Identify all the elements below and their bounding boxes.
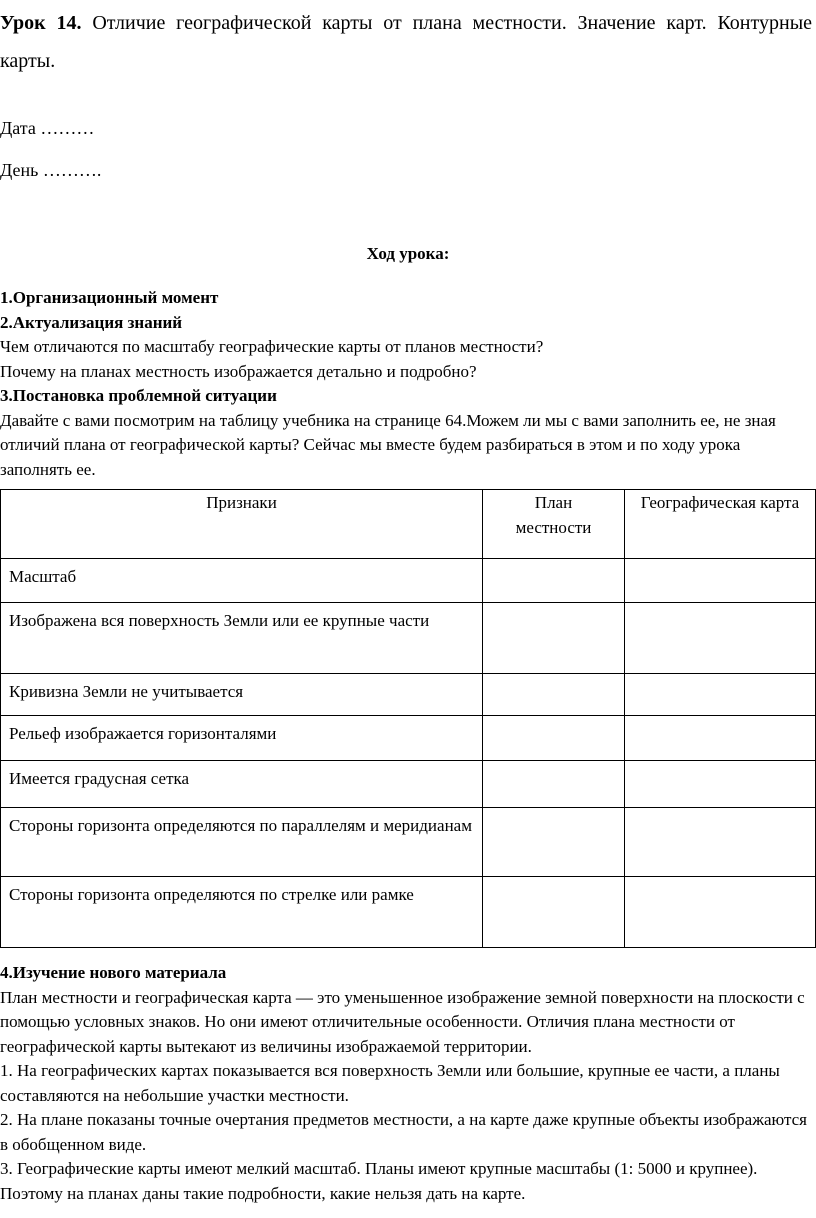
- table-row: [1, 808, 816, 877]
- cell-map: [625, 808, 816, 877]
- date-line: Дата ………: [0, 118, 95, 138]
- cell-map: [625, 716, 816, 761]
- cell-plan: [483, 808, 625, 877]
- cell-map: [625, 603, 816, 674]
- course-heading: Ход урока:: [366, 244, 450, 263]
- lesson-number: Урок 14.: [0, 12, 82, 34]
- lesson-title: [0, 4, 812, 80]
- table-row: [1, 603, 816, 674]
- cell-plan: [483, 877, 625, 948]
- header-features: Признаки: [1, 490, 483, 559]
- table-row: [1, 761, 816, 808]
- section-4-paragraph-1: План местности и географическая карта — это уменьшенное изображение земной поверхности на плоскости с помощью условных знаков. Но они имеют отличительные особенности. Отличия плана местности от географической карты вытекают из величины изображаемой территории.: [0, 987, 805, 1056]
- table-row: [1, 716, 816, 761]
- section-4-paragraph-2: 1. На географических картах показывается вся поверхность Земли или большие, крупные ее части, а планы составляются на небольшие участки местности.: [0, 1061, 780, 1105]
- row-label-relief: Рельеф изображается горизонталями: [1, 716, 483, 761]
- cell-plan: [483, 559, 625, 603]
- section-2-question-2: Почему на планах местность изображается детально и подробно?: [0, 361, 477, 381]
- row-label-parallels: Стороны горизонта определяются по параллелям и меридианам: [1, 808, 483, 877]
- section-3-text: Давайте с вами посмотрим на таблицу учебника на странице 64.Можем ли мы с вами заполнить ее, не зная отличий плана от географической карты? Сейчас мы вместе будем разбираться в этом и по ходу урока заполнять ее.: [0, 410, 776, 479]
- cell-plan: [483, 674, 625, 716]
- section-2-heading: 2.Актуализация знаний: [0, 312, 183, 332]
- cell-plan: [483, 761, 625, 808]
- cell-map: [625, 674, 816, 716]
- header-plan: План местности: [483, 490, 625, 559]
- row-label-scale: Масштаб: [1, 559, 483, 603]
- cell-map: [625, 559, 816, 603]
- lesson-plan-bottom: [0, 961, 812, 1206]
- header-map: Географическая карта: [625, 490, 816, 559]
- table-row: [1, 877, 816, 948]
- day-line: День ……….: [0, 160, 102, 180]
- table-header-row: [1, 490, 816, 559]
- row-label-whole-surface: Изображена вся поверхность Земли или ее крупные части: [1, 603, 483, 674]
- section-4-paragraph-3: 2. На плане показаны точные очертания предметов местности, а на карте даже крупные объекты изображаются в обобщенном виде.: [0, 1110, 807, 1154]
- row-label-grid: Имеется градусная сетка: [1, 761, 483, 808]
- row-label-curvature: Кривизна Земли не учитывается: [1, 674, 483, 716]
- table-row: [1, 559, 816, 603]
- section-1-heading: 1.Организационный момент: [0, 288, 219, 307]
- comparison-table: [0, 489, 816, 948]
- cell-plan: [483, 716, 625, 761]
- section-4-heading: 4.Изучение нового материала: [0, 963, 227, 982]
- cell-map: [625, 761, 816, 808]
- row-label-arrow: Стороны горизонта определяются по стрелке или рамке: [1, 877, 483, 948]
- cell-map: [625, 877, 816, 948]
- section-4-paragraph-4: 3. Географические карты имеют мелкий масштаб. Планы имеют крупные масштабы (1: 5000 и крупнее). Поэтому на планах даны такие подробности, какие нельзя дать на карте.: [0, 1159, 758, 1203]
- section-2-question-1: Чем отличаются по масштабу географические карты от планов местности?: [0, 337, 544, 356]
- lesson-title-text: Отличие географической карты от плана местности. Значение карт. Контурные карты.: [0, 12, 813, 72]
- section-3-heading: 3.Постановка проблемной ситуации: [0, 386, 277, 405]
- table-row: [1, 674, 816, 716]
- cell-plan: [483, 603, 625, 674]
- lesson-plan-top: [0, 286, 812, 482]
